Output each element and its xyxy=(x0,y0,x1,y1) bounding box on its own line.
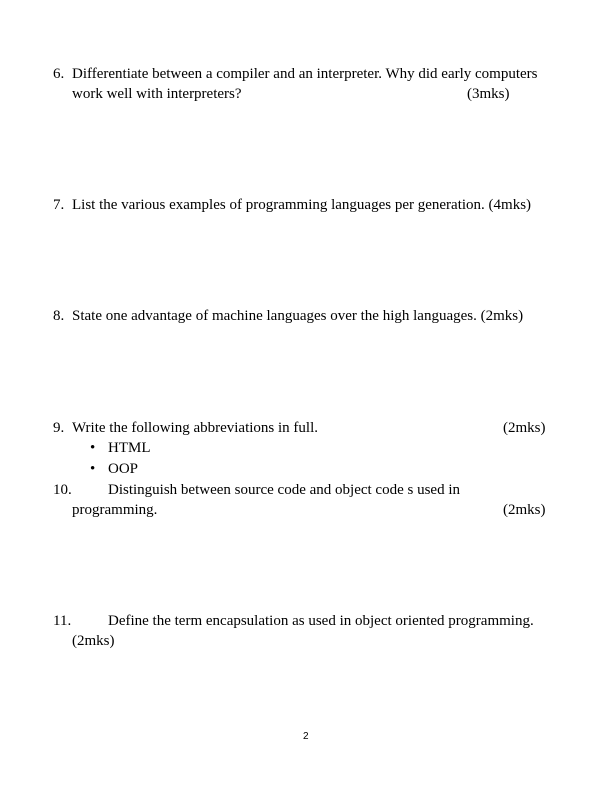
question-text: Define the term encapsulation as used in object oriented programming. xyxy=(108,613,534,629)
question-text: Differentiate between a compiler and an interpreter. Why did early computers xyxy=(72,66,538,82)
question-text: Write the following abbreviations in full. xyxy=(72,420,319,436)
question-number: 11. xyxy=(53,613,72,629)
page-number: 2 xyxy=(303,731,309,742)
question-text: List the various examples of programming languages per generation. (4mks) xyxy=(72,197,532,213)
question-number: 6. xyxy=(53,66,65,82)
question-text-continued: programming. xyxy=(72,502,158,518)
question-text: State one advantage of machine languages over the high languages. (2mks) xyxy=(72,308,524,324)
question-marks: (3mks) xyxy=(467,86,510,102)
question-marks: (2mks) xyxy=(503,502,546,518)
bullet-text: OOP xyxy=(108,461,139,477)
bullet-icon: • xyxy=(90,461,96,477)
bullet-icon: • xyxy=(90,440,96,456)
question-marks: (2mks) xyxy=(503,420,546,436)
question-number: 7. xyxy=(53,197,65,213)
question-marks: (2mks) xyxy=(72,633,115,649)
question-text: Distinguish between source code and object code s used in xyxy=(108,482,460,498)
question-text-continued: work well with interpreters? xyxy=(72,86,242,102)
bullet-text: HTML xyxy=(108,440,151,456)
question-number: 8. xyxy=(53,308,65,324)
question-number: 9. xyxy=(53,420,65,436)
question-number: 10. xyxy=(53,482,72,498)
